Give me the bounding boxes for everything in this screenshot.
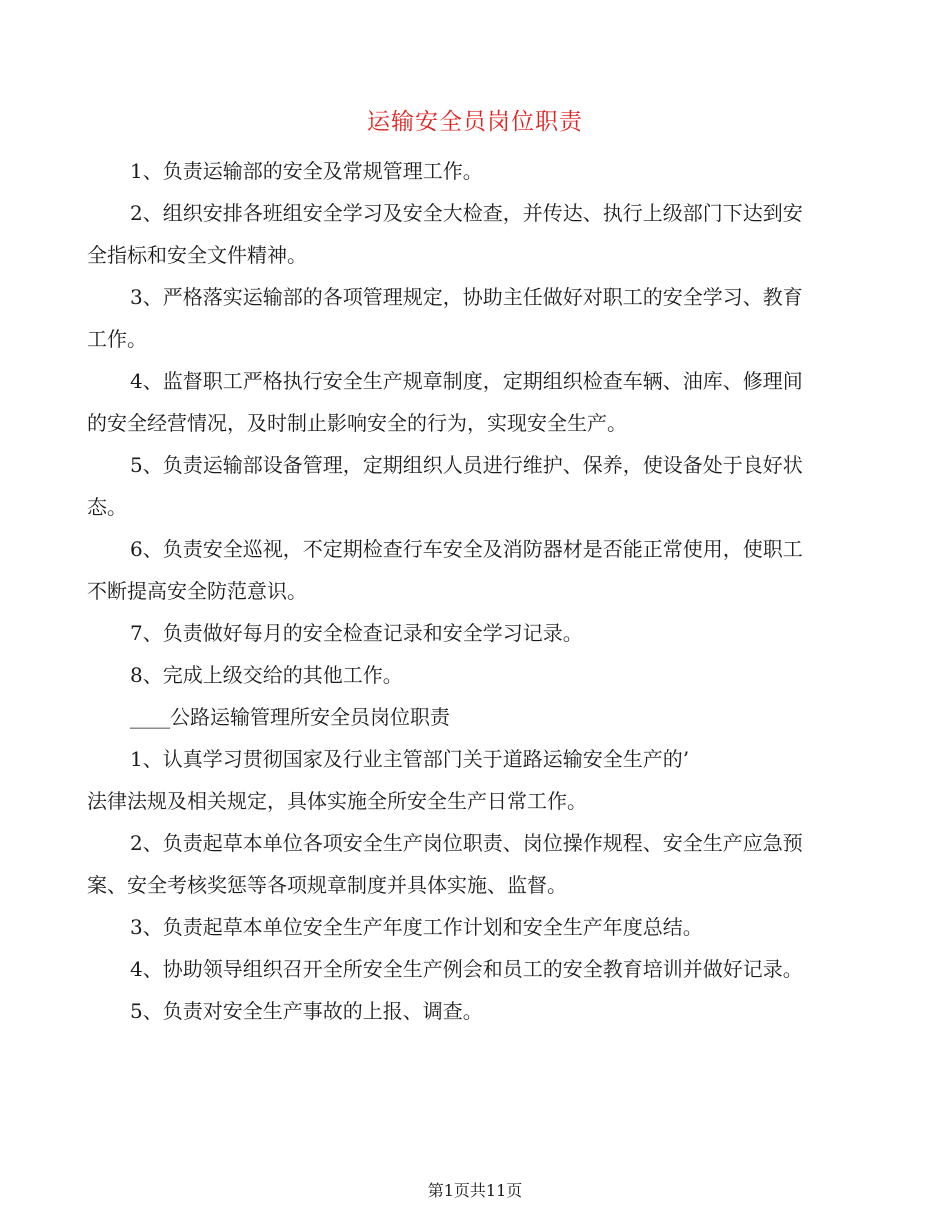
section-heading: ____公路运输管理所安全员岗位职责	[130, 705, 450, 729]
document-title: 运输安全员岗位职责	[367, 109, 583, 135]
paragraph-line: 不断提高安全防范意识。	[87, 579, 307, 603]
paragraph-line: 4、协助领导组织召开全所安全生产例会和员工的安全教育培训并做好记录。	[130, 957, 803, 981]
paragraph-line: 的安全经营情况，及时制止影响安全的行为，实现安全生产。	[87, 411, 627, 435]
paragraph-line: 3、负责起草本单位安全生产年度工作计划和安全生产年度总结。	[130, 915, 703, 939]
paragraph-line: 7、负责做好每月的安全检查记录和安全学习记录。	[130, 621, 583, 645]
paragraph-line: 3、严格落实运输部的各项管理规定，协助主任做好对职工的安全学习、教育	[130, 285, 803, 309]
paragraph-line: 2、负责起草本单位各项安全生产岗位职责、岗位操作规程、安全生产应急预	[130, 831, 803, 855]
paragraph-line: 5、负责运输部设备管理，定期组织人员进行维护、保养，使设备处于良好状	[130, 453, 803, 477]
document-body	[87, 150, 863, 1032]
paragraph-line: 工作。	[87, 327, 147, 351]
paragraph-line: 2、组织安排各班组安全学习及安全大检查，并传达、执行上级部门下达到安	[130, 201, 803, 225]
page-number-footer: 第1页共11页	[427, 1181, 523, 1200]
paragraph-line: 案、安全考核奖惩等各项规章制度并具体实施、监督。	[87, 873, 567, 897]
paragraph-line: 1、认真学习贯彻国家及行业主管部门关于道路运输安全生产的’	[130, 747, 690, 771]
paragraph-line: 6、负责安全巡视，不定期检查行车安全及消防器材是否能正常使用，使职工	[130, 537, 803, 561]
paragraph-line: 态。	[87, 495, 127, 519]
paragraph-line: 1、负责运输部的安全及常规管理工作。	[130, 159, 483, 183]
paragraph-line: 法律法规及相关规定，具体实施全所安全生产日常工作。	[87, 789, 587, 813]
paragraph-line: 全指标和安全文件精神。	[87, 243, 307, 267]
paragraph-line: 4、监督职工严格执行安全生产规章制度，定期组织检查车辆、油库、修理间	[130, 369, 803, 393]
paragraph-line: 5、负责对安全生产事故的上报、调查。	[130, 999, 483, 1023]
paragraph-line: 8、完成上级交给的其他工作。	[130, 663, 403, 687]
